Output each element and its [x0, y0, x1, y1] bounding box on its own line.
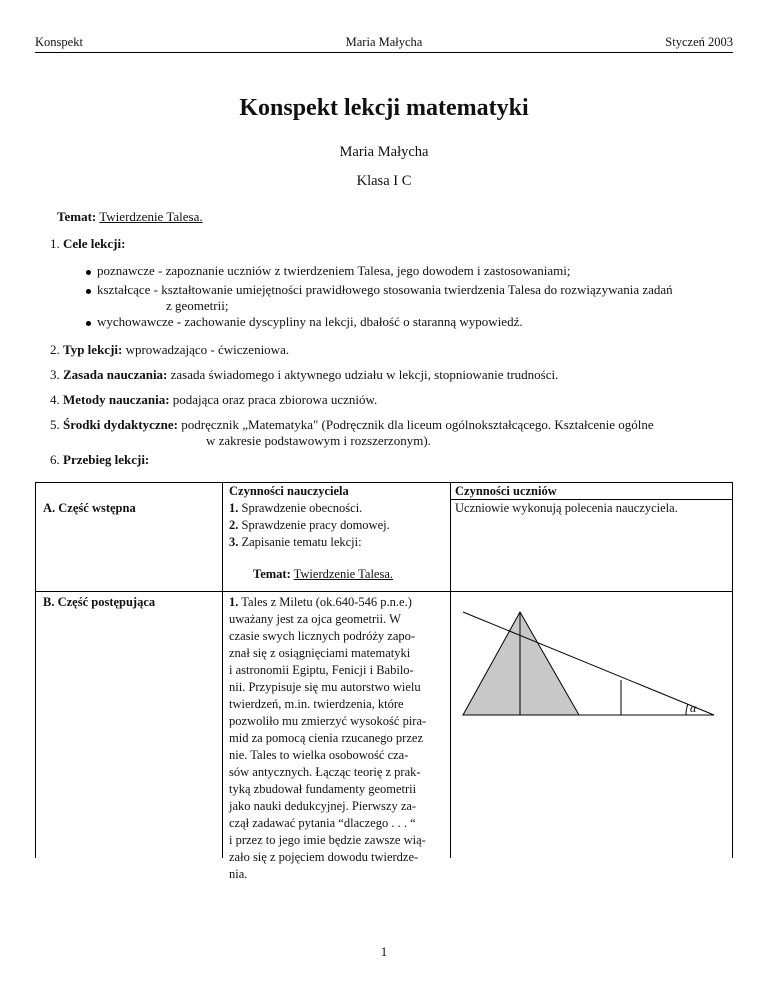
row-b-label: B. Część postępująca — [43, 595, 156, 609]
author: Maria Małycha — [339, 144, 429, 160]
row-b-line-2: uważany jest za ojca geometrii. W — [229, 612, 401, 626]
section-3 — [50, 366, 558, 383]
row-b-line-6: nii. Przypisuje się mu autorstwo wielu — [229, 680, 421, 694]
thales-pyramid-diagram — [450, 600, 733, 740]
section-2-label: Typ lekcji: — [63, 342, 123, 357]
students-header: Czynności uczniów — [455, 484, 557, 498]
row-b-line-8: pozwoliło mu zmierzyć wysokość pira- — [229, 714, 427, 728]
row-b-line-17: nia. — [229, 867, 248, 881]
row-a-topic — [253, 566, 393, 583]
row-b-line-7: twierdzeń, m.in. twierdzenia, które — [229, 697, 404, 711]
bullet-icon — [86, 270, 91, 275]
section-5-label: Środki dydaktyczne: — [63, 417, 178, 432]
row-a-item-3-text: Zapisanie tematu lekcji: — [241, 535, 362, 549]
table-left-border — [35, 482, 36, 858]
header-right: Styczeń 2003 — [665, 35, 733, 49]
topic-value: Twierdzenie Talesa. — [99, 209, 203, 224]
bullet-icon — [86, 321, 91, 326]
row-a-topic-label: Temat: — [253, 567, 291, 581]
row-b-line-13: jako nauki dedukcyjnej. Pierwszy za- — [229, 799, 417, 813]
angle-label: α — [690, 701, 697, 715]
row-a-item-3-num: 3. — [229, 535, 239, 549]
section-4-num: 4. — [50, 392, 60, 407]
teacher-header: Czynności nauczyciela — [229, 484, 349, 498]
section-2-value: wprowadzająco - ćwiczeniowa. — [125, 342, 290, 357]
header-rule — [35, 52, 733, 53]
topic-label: Temat: — [57, 209, 97, 224]
bullet-item-2-cont: z geometrii; — [166, 298, 229, 313]
bullet-icon — [86, 289, 91, 294]
topic-line — [57, 208, 203, 225]
row-b-line-4: znał się z osiągnięciami matematyki — [229, 646, 411, 660]
section-5-value: podręcznik „Matematyka" (Podręcznik dla liceum ogólnokształcącego. Kształcenie ogólne — [181, 417, 654, 432]
table-col-divider-1 — [222, 482, 223, 858]
section-4-label: Metody nauczania: — [63, 392, 170, 407]
section-5 — [50, 416, 654, 433]
row-b-line-14: czął zadawać pytania “dlaczego . . . “ — [229, 816, 416, 830]
row-b-line-1 — [229, 594, 442, 611]
section-5-num: 5. — [50, 417, 60, 432]
section-1 — [50, 235, 125, 252]
row-b-line-10: nie. Tales to wielka osobowość cza- — [229, 748, 409, 762]
row-a-topic-value: Twierdzenie Talesa. — [293, 567, 393, 581]
page-title: Konspekt lekcji matematyki — [239, 95, 529, 121]
bullet-item-3: wychowawcze - zachowanie dyscypliny na lekcji, dbałość o staranną wypowiedź. — [97, 314, 523, 329]
row-b-line-3: czasie swych licznych podróży zapo- — [229, 629, 416, 643]
section-1-num: 1. — [50, 236, 60, 251]
row-b-line-9: mid za pomocą cienia rzucanego przez — [229, 731, 423, 745]
section-3-num: 3. — [50, 367, 60, 382]
row-b-line-11: sów antycznych. Łącząc teorię z prak- — [229, 765, 421, 779]
row-a-item-3 — [229, 534, 362, 551]
section-3-label: Zasada nauczania: — [63, 367, 168, 382]
section-2-num: 2. — [50, 342, 60, 357]
row-a-item-1-num: 1. — [229, 501, 239, 515]
section-3-value: zasada świadomego i aktywnego udziału w lekcji, stopniowanie trudności. — [170, 367, 559, 382]
row-b-line-5: i astronomii Egiptu, Fenicji i Babilo- — [229, 663, 414, 677]
section-5-value-cont: w zakresie podstawowym i rozszerzonym). — [206, 433, 431, 448]
row-b-num: 1. — [229, 595, 239, 609]
row-a-students-text: Uczniowie wykonują polecenia nauczyciela. — [455, 501, 678, 515]
class-label: Klasa I C — [356, 173, 412, 189]
row-a-item-1 — [229, 500, 362, 517]
row-b-line-12: tyką zbudował fundamenty geometrii — [229, 782, 417, 796]
row-b-line-15: i przez to jego imie będzie zawsze wią- — [229, 833, 426, 847]
header-center: Maria Małycha — [345, 35, 423, 49]
header-left: Konspekt — [35, 35, 83, 49]
row-a-item-2-num: 2. — [229, 518, 239, 532]
row-a-item-1-text: Sprawdzenie obecności. — [241, 501, 363, 515]
section-4-value: podająca oraz praca zbiorowa uczniów. — [172, 392, 378, 407]
row-b-line-16: zało się z pojęciem dowodu twierdze- — [229, 850, 419, 864]
table-row-divider — [35, 591, 733, 592]
angle-arc — [686, 704, 688, 715]
row-a-item-2 — [229, 517, 390, 534]
row-b-line-1-text: Tales z Miletu (ok.640-546 p.n.e.) — [241, 595, 412, 609]
row-a-item-2-text: Sprawdzenie pracy domowej. — [241, 518, 390, 532]
section-2 — [50, 341, 289, 358]
section-6-num: 6. — [50, 452, 60, 467]
row-a-label: A. Część wstępna — [43, 501, 136, 515]
bullet-item-2: kształcące - kształtowanie umiejętności prawidłowego stosowania twierdzenia Talesa do rozwiązywania zadań — [97, 282, 673, 297]
table-top-border — [35, 482, 733, 483]
section-6 — [50, 451, 149, 468]
section-6-label: Przebieg lekcji: — [63, 452, 150, 467]
row-b-paragraph — [229, 594, 442, 883]
pyramid-shape — [463, 612, 579, 715]
bullet-item-1: poznawcze - zapoznanie uczniów z twierdzeniem Talesa, jego dowodem i zastosowaniami; — [97, 263, 571, 278]
section-4 — [50, 391, 377, 408]
page-number: 1 — [380, 944, 388, 959]
section-1-label: Cele lekcji: — [63, 236, 126, 251]
